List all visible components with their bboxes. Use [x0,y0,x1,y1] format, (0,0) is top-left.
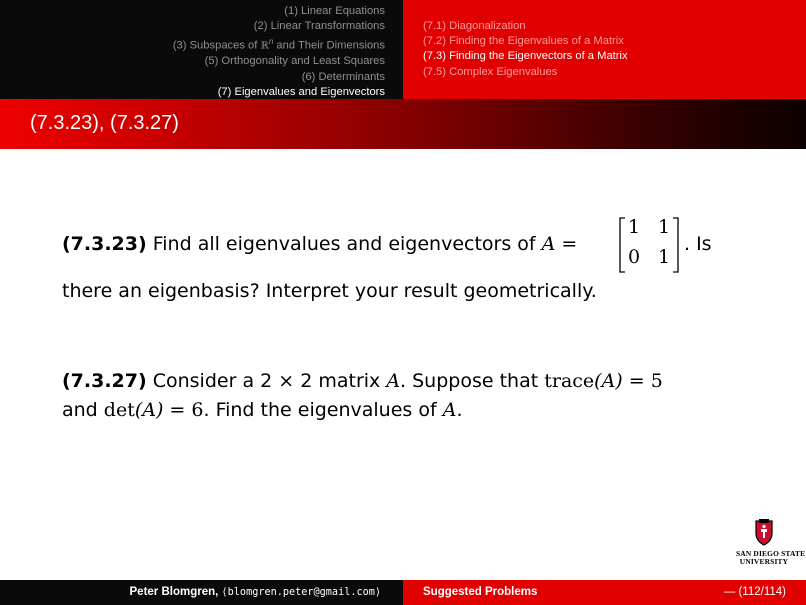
matrix-cell-1-2: 1 [657,216,671,238]
logo-text-line1: SAN DIEGO STATE [736,549,806,558]
trace-function: trace [544,370,595,392]
equals-sign: = [555,233,578,255]
header-sections-panel [0,0,403,99]
det-value: = 6 [163,399,204,421]
problem-label: (7.3.27) [62,370,147,392]
subsection-link-7-5[interactable]: (7.5) Complex Eigenvalues [423,65,558,78]
problem-text: Find all eigenvalues and eigenvectors of [146,233,542,255]
subsection-link-7-2[interactable]: (7.2) Finding the Eigenvalues of a Matrix [423,35,624,48]
section-link-6[interactable]: (6) Determinants [301,70,385,83]
matrix-cell-2-1: 0 [627,246,641,268]
matrix-cell-2-2: 1 [657,246,671,268]
problem-text: Consider a 2 × 2 matrix [146,370,387,392]
author-email: ⟨blomgren.peter@gmail.com⟩ [221,587,381,598]
matrix-variable: A [386,370,401,392]
sdsu-shield-icon [754,518,774,546]
logo-text-line2: UNIVERSITY [739,557,789,566]
section-link-7-current[interactable]: (7) Eigenvalues and Eigenvectors [217,85,385,98]
det-function: det [103,399,135,421]
problem-period: . [456,399,463,421]
matrix-variable: A [541,233,556,255]
problem-7-3-23-after-matrix: . Is [684,233,712,255]
problem-7-3-23-line2: there an eigenbasis? Interpret your result geometrically. [62,280,597,302]
author-name: Peter Blomgren, [129,586,219,598]
problem-7-3-27-line2 [62,399,742,421]
problem-text: and [62,399,104,421]
problem-text: . Suppose that [400,370,545,392]
subsection-link-7-1[interactable]: (7.1) Diagonalization [423,20,526,32]
det-argument: (A) [134,399,164,421]
trace-argument: (A) [594,370,623,392]
section-link-5[interactable]: (5) Orthogonality and Least Squares [204,55,385,68]
footer-page-number: — (112/114) [723,586,786,598]
footer-section-panel [403,580,806,605]
real-numbers-exponent: n [268,37,274,47]
section-link-3[interactable] [173,34,385,54]
section-link-1[interactable]: (1) Linear Equations [284,5,385,17]
real-numbers-symbol: ℝ [260,41,269,53]
matrix-variable: A [442,399,457,421]
matrix-A [618,216,680,274]
section-link-3-suffix: and Their Dimensions [273,40,385,53]
matrix-cell-1-1: 1 [627,216,641,238]
header-subsections-panel [403,0,806,99]
section-link-2[interactable]: (2) Linear Transformations [253,20,385,33]
footer-author [130,586,382,598]
sdsu-logo [736,518,806,568]
frame-title: (7.3.23), (7.3.27) [30,112,179,134]
section-nav [173,4,385,100]
section-link-3-prefix: (3) Subspaces of [172,40,261,53]
problem-label: (7.3.23) [62,233,147,255]
footer-author-panel [0,580,403,605]
subsection-nav [423,19,628,80]
problem-text: . Find the eigenvalues of [203,399,443,421]
problem-7-3-27-line1 [62,370,742,392]
subsection-link-7-3-current[interactable]: (7.3) Finding the Eigenvectors of a Matrix [423,50,628,63]
trace-value: = 5 [622,370,663,392]
footer-section-title[interactable]: Suggested Problems [423,586,538,598]
